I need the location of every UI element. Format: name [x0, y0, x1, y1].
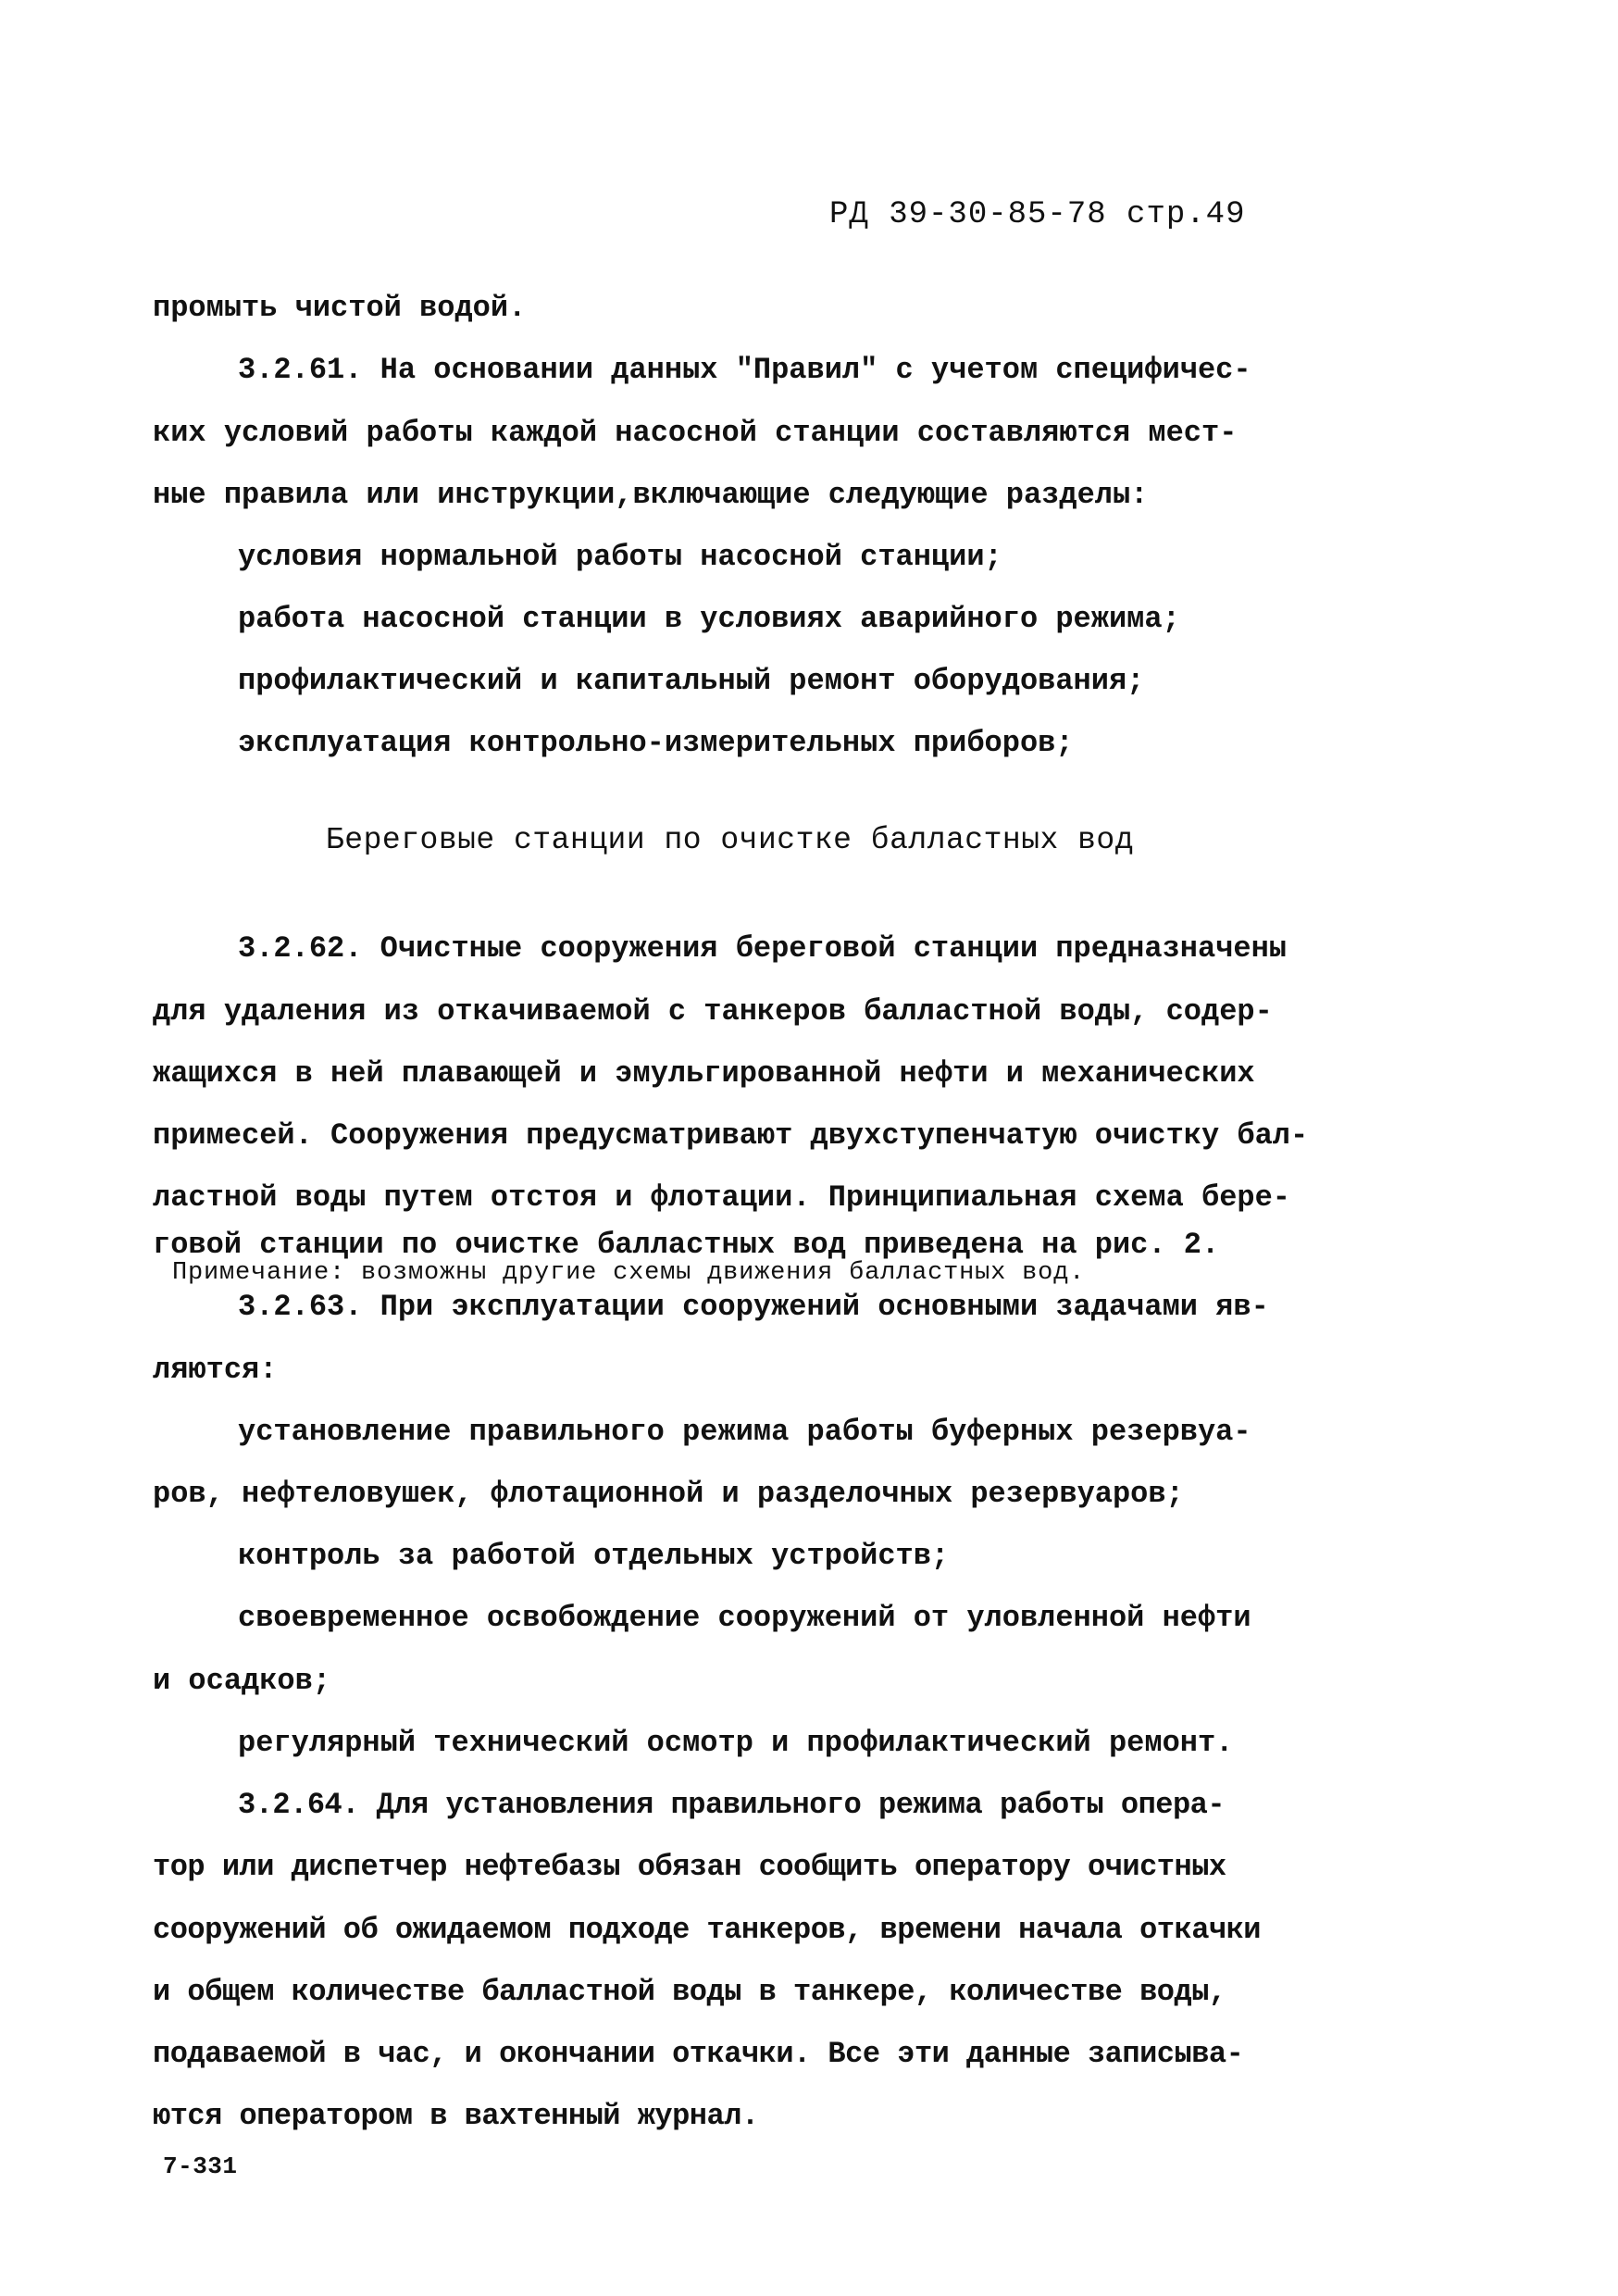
paragraph-3-2-63-start: 3.2.63. При эксплуатации сооружений основными задачами яв-: [238, 1290, 1269, 1324]
text-line: для удаления из откачиваемой с танкеров балластной воды, содер-: [153, 994, 1273, 1029]
text-line: промыть чистой водой.: [153, 291, 527, 325]
paragraph-3-2-62-start: 3.2.62. Очистные сооружения береговой станции предназначены: [238, 931, 1287, 966]
paragraph-3-2-61-start: 3.2.61. На основании данных "Правил" с учетом специфичес-: [238, 353, 1251, 387]
text-line: тор или диспетчер нефтебазы обязан сообщить оператору очистных: [153, 1850, 1226, 1884]
text-line: сооружений об ожидаемом подходе танкеров, времени начала откачки: [153, 1913, 1261, 1947]
page-footer-code: 7-331: [163, 2152, 238, 2180]
list-item: эксплуатация контрольно-измерительных приборов;: [238, 726, 1074, 760]
list-item: условия нормальной работы насосной станции;: [238, 540, 1002, 574]
paragraph-3-2-64-start: 3.2.64. Для установления правильного режима работы опера-: [238, 1788, 1226, 1822]
note-line: Примечание: возможны другие схемы движения балластных вод.: [172, 1259, 1086, 1287]
text-line: примесей. Сооружения предусматривают двухступенчатую очистку бал-: [153, 1118, 1309, 1153]
list-item: установление правильного режима работы буферных резервуа-: [238, 1415, 1251, 1449]
text-line: ные правила или инструкции,включающие следующие разделы:: [153, 478, 1149, 512]
list-item: регулярный технический осмотр и профилактический ремонт.: [238, 1726, 1234, 1760]
text-line: и осадков;: [153, 1664, 331, 1698]
text-line: жащихся в ней плавающей и эмульгированной нефти и механических: [153, 1056, 1255, 1091]
text-line: и общем количестве балластной воды в танкере, количестве воды,: [153, 1975, 1226, 2009]
text-line: ких условий работы каждой насосной станции составляются мест-: [153, 416, 1238, 450]
list-item: своевременное освобождение сооружений от уловленной нефти: [238, 1601, 1251, 1635]
text-line: подаваемой в час, и окончании откачки. Все эти данные записыва-: [153, 2037, 1244, 2071]
list-item: работа насосной станции в условиях аварийного режима;: [238, 602, 1180, 636]
text-line: говой станции по очистке балластных вод приведена на рис. 2.: [153, 1228, 1220, 1262]
list-item: профилактический и капитальный ремонт оборудования;: [238, 664, 1145, 698]
list-item: контроль за работой отдельных устройств;: [238, 1539, 950, 1573]
text-line: ров, нефтеловушек, флотационной и разделочных резервуаров;: [153, 1477, 1184, 1511]
text-line: ются оператором в вахтенный журнал.: [153, 2099, 759, 2133]
text-line: ляются:: [153, 1353, 278, 1387]
page-header: РД 39-30-85-78 стр.49: [829, 197, 1246, 232]
text-line: ластной воды путем отстоя и флотации. Принципиальная схема бере-: [153, 1180, 1290, 1215]
section-heading: Береговые станции по очистке балластных вод: [326, 823, 1135, 857]
